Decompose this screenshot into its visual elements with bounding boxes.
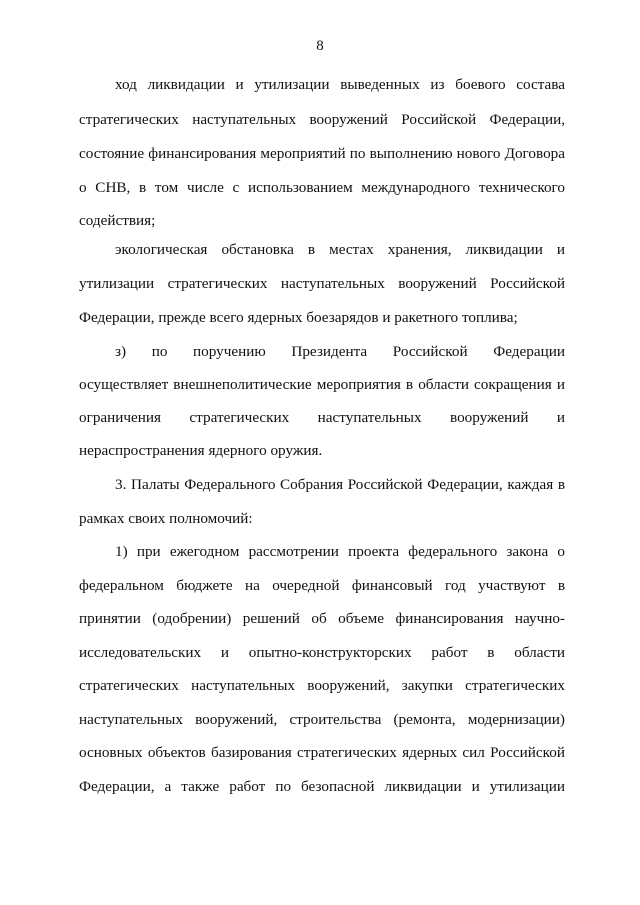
text-line: осуществляет внешнеполитические мероприятия в области сокращения и: [79, 376, 565, 393]
text-line: рамках своих полномочий:: [79, 510, 253, 527]
text-line: 3. Палаты Федерального Собрания Российской Федерации, каждая в: [115, 476, 565, 493]
text-line: принятии (одобрении) решений об объеме финансирования научно-: [79, 610, 565, 627]
text-line: 1) при ежегодном рассмотрении проекта федерального закона о: [115, 543, 565, 560]
text-line: содействия;: [79, 212, 156, 229]
text-line: о СНВ, в том числе с использованием международного технического: [79, 179, 565, 196]
text-line: экологическая обстановка в местах хранения, ликвидации и: [115, 241, 565, 258]
text-line: Федерации, прежде всего ядерных боезарядов и ракетного топлива;: [79, 309, 518, 326]
text-line: исследовательских и опытно-конструкторских работ в области: [79, 644, 565, 661]
text-line: нераспространения ядерного оружия.: [79, 442, 323, 459]
text-line: ограничения стратегических наступательных вооружений и: [79, 409, 565, 426]
text-line: Федерации, а также работ по безопасной ликвидации и утилизации: [79, 778, 565, 795]
text-line: ход ликвидации и утилизации выведенных из боевого состава: [115, 76, 565, 93]
text-line: стратегических наступательных вооружений Российской Федерации,: [79, 111, 565, 128]
text-line: стратегических наступательных вооружений, закупки стратегических: [79, 677, 565, 694]
text-line: з) по поручению Президента Российской Федерации: [115, 343, 565, 360]
text-line: федеральном бюджете на очередной финансовый год участвуют в: [79, 577, 565, 594]
text-line: наступательных вооружений, строительства (ремонта, модернизации): [79, 711, 565, 728]
text-line: состояние финансирования мероприятий по выполнению нового Договора: [79, 145, 565, 162]
text-line: основных объектов базирования стратегических ядерных сил Российской: [79, 744, 565, 761]
page-number: 8: [316, 38, 324, 54]
text-line: утилизации стратегических наступательных вооружений Российской: [79, 275, 565, 292]
